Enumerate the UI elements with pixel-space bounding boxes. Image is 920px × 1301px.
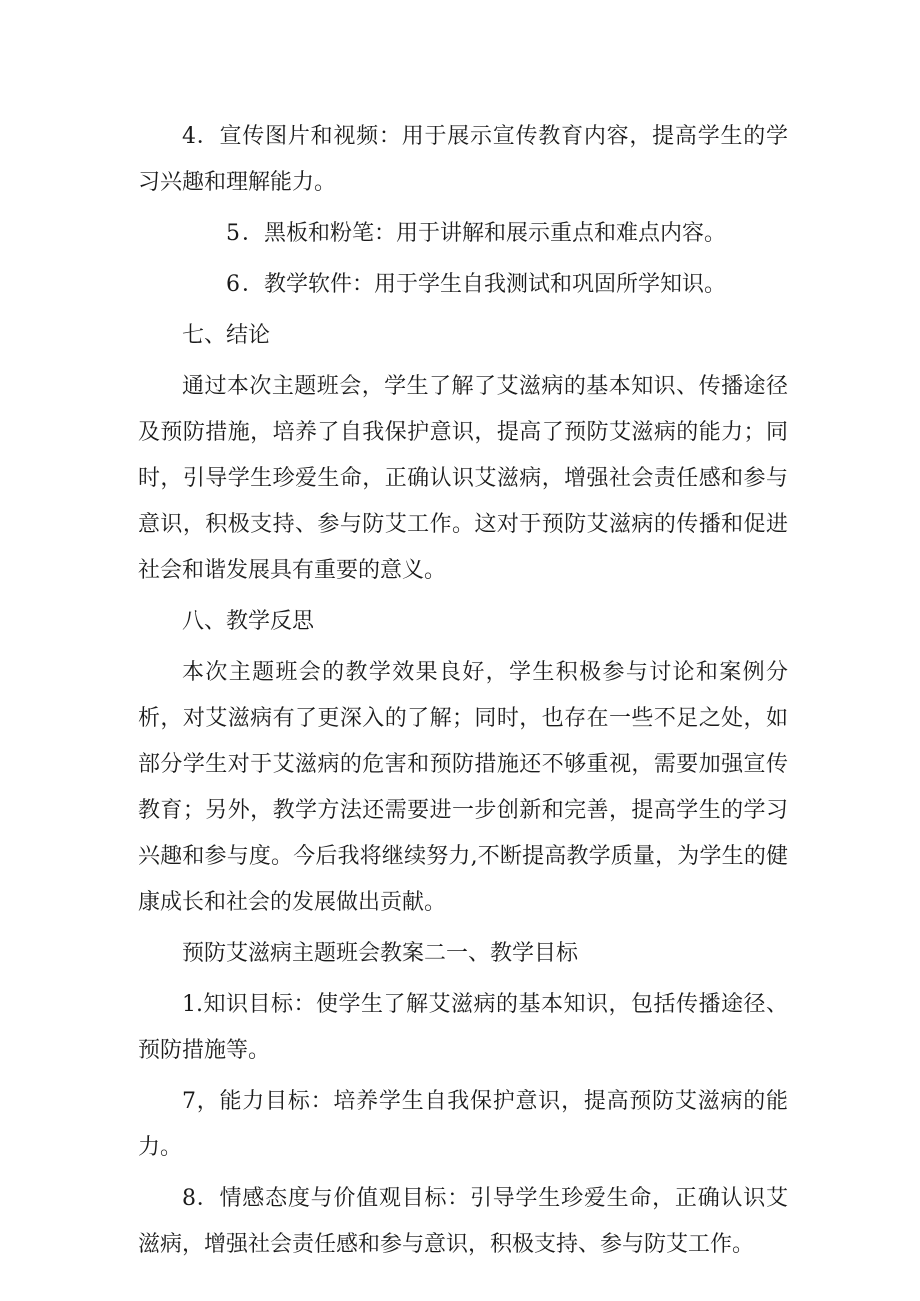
paragraph-goal-knowledge: 1.知识目标：使学生了解艾滋病的基本知识，包括传播途径、预防措施等。 <box>138 992 788 1063</box>
item-number: 5 <box>226 221 240 246</box>
item-text: ．黑板和粉笔：用于讲解和展示重点和难点内容。 <box>242 221 727 246</box>
paragraph-item-5 <box>138 211 788 257</box>
section-heading-reflection: 八、教学反思 <box>182 609 315 634</box>
paragraph-goal-ability: 7，能力目标：培养学生自我保护意识，提高预防艾滋病的能力。 <box>138 1089 788 1160</box>
paragraph-item-6 <box>138 262 788 308</box>
plan-two-title: 预防艾滋病主题班会教案二一、教学目标 <box>182 941 579 966</box>
paragraph-conclusion: 通过本次主题班会，学生了解了艾滋病的基本知识、传播途径及预防措施，培养了自我保护意识，提高了预防艾滋病的能力；同时，引导学生珍爱生命，正确认识艾滋病，增强社会责任感和参与意识，积极支持、参与防艾工作。这对于预防艾滋病的传播和促进社会和谐发展具有重要的意义。 <box>138 374 788 583</box>
paragraph-reflection: 本次主题班会的教学效果良好，学生积极参与讨论和案例分析，对艾滋病有了更深入的了解；同时，也存在一些不足之处，如部分学生对于艾滋病的危害和预防措施还不够重视，需要加强宣传教育；另外，教学方法还需要进一步创新和完善，提高学生的学习兴趣和参与度。今后我将继续努力,不断提高教学质量，为学生的健康成长和社会的发展做出贡献。 <box>138 660 788 915</box>
paragraph-item-4: 4．宣传图片和视频：用于展示宣传教育内容，提高学生的学习兴趣和理解能力。 <box>138 124 788 195</box>
document-body <box>138 114 788 1273</box>
item-number: 6 <box>226 272 240 297</box>
section-heading-conclusion: 七、结论 <box>182 323 271 348</box>
item-text: ．教学软件：用于学生自我测试和巩固所学知识。 <box>242 272 727 297</box>
paragraph-goal-attitude: 8．情感态度与价值观目标：引导学生珍爱生命，正确认识艾滋病，增强社会责任感和参与意识，积极支持、参与防艾工作。 <box>138 1186 788 1257</box>
